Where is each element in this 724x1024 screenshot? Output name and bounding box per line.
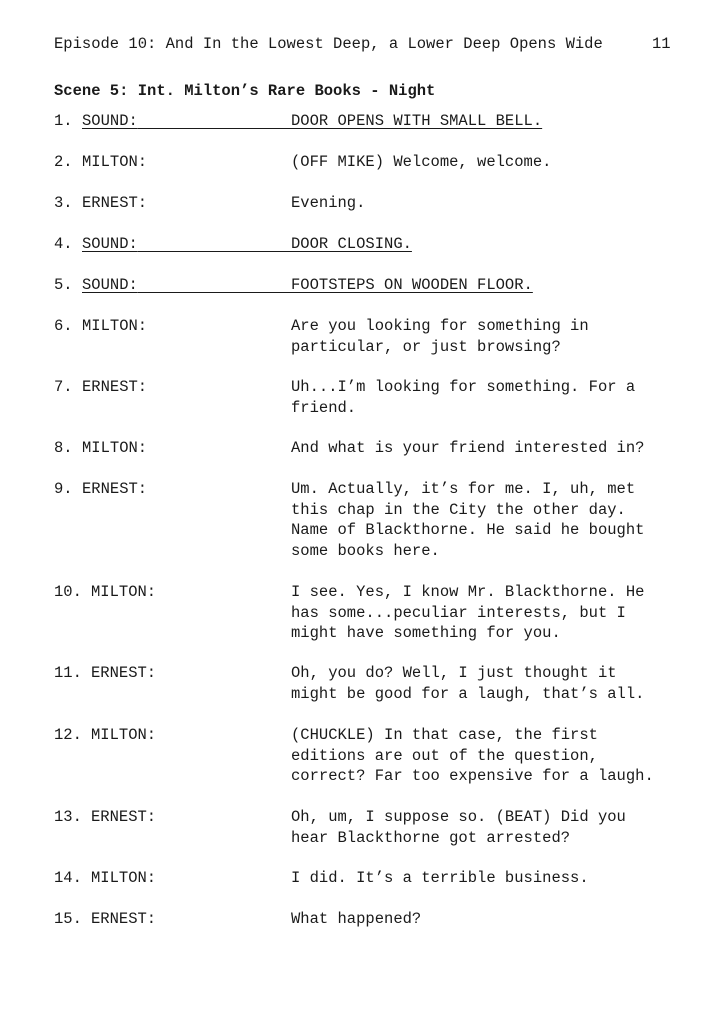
cue-number: 2. [54,153,73,171]
cue-number: 7. [54,378,73,396]
cue-speaker: ERNEST: [91,808,157,826]
cue-number: 6. [54,317,73,335]
cue-number: 8. [54,439,73,457]
cue-number: 5. [54,276,73,294]
cue-speaker: SOUND: [82,276,138,294]
cue-text: DOOR OPENS WITH SMALL BELL. [291,112,543,130]
cue-speaker: ERNEST: [91,664,157,682]
cue-text: Um. Actually, it’s for me. I, uh, met this chap in the City the other day. Name of Blackthorne. He said he bought some books here. [291,480,645,560]
cue-number: 3. [54,194,73,212]
cue-text: And what is your friend interested in? [291,439,645,457]
sound-underline [138,128,291,129]
cue-speaker: MILTON: [82,317,148,335]
cue-speaker: ERNEST: [82,378,148,396]
cue-text: Evening. [291,194,366,212]
scene-heading: Scene 5: Int. Milton’s Rare Books - Night [54,82,436,100]
cue-number: 12. [54,726,82,744]
cue-speaker: ERNEST: [91,910,157,928]
sound-underline [138,251,291,252]
episode-title: Episode 10: And In the Lowest Deep, a Lower Deep Opens Wide [54,35,603,53]
cue-number: 14. [54,869,82,887]
cue-text: Oh, you do? Well, I just thought it might be good for a laugh, that’s all. [291,664,645,703]
sound-underline [138,292,291,293]
cue-speaker: MILTON: [91,869,157,887]
cue-text: I see. Yes, I know Mr. Blackthorne. He has some...peculiar interests, but I might have something for you. [291,583,645,642]
cue-speaker: MILTON: [91,726,157,744]
cue-text: DOOR CLOSING. [291,235,412,253]
cue-speaker: ERNEST: [82,194,148,212]
page-number: 11 [652,35,671,53]
cue-text: Oh, um, I suppose so. (BEAT) Did you hear Blackthorne got arrested? [291,808,626,847]
cue-speaker: MILTON: [82,153,148,171]
cue-speaker: MILTON: [82,439,148,457]
cue-speaker: MILTON: [91,583,157,601]
cue-number: 1. [54,112,73,130]
cue-number: 9. [54,480,73,498]
cue-number: 4. [54,235,73,253]
cue-speaker: SOUND: [82,235,138,253]
cue-speaker: SOUND: [82,112,138,130]
cue-text: Uh...I’m looking for something. For a friend. [291,378,636,417]
cue-number: 15. [54,910,82,928]
cue-number: 10. [54,583,82,601]
cue-text: (OFF MIKE) Welcome, welcome. [291,153,552,171]
cue-number: 11. [54,664,82,682]
cue-number: 13. [54,808,82,826]
cue-text: I did. It’s a terrible business. [291,869,589,887]
cue-text: Are you looking for something in particular, or just browsing? [291,317,589,356]
cue-speaker: ERNEST: [82,480,148,498]
cue-text: FOOTSTEPS ON WOODEN FLOOR. [291,276,533,294]
cue-text: (CHUCKLE) In that case, the first editions are out of the question, correct? Far too expensive for a laugh. [291,726,654,785]
cue-text: What happened? [291,910,422,928]
